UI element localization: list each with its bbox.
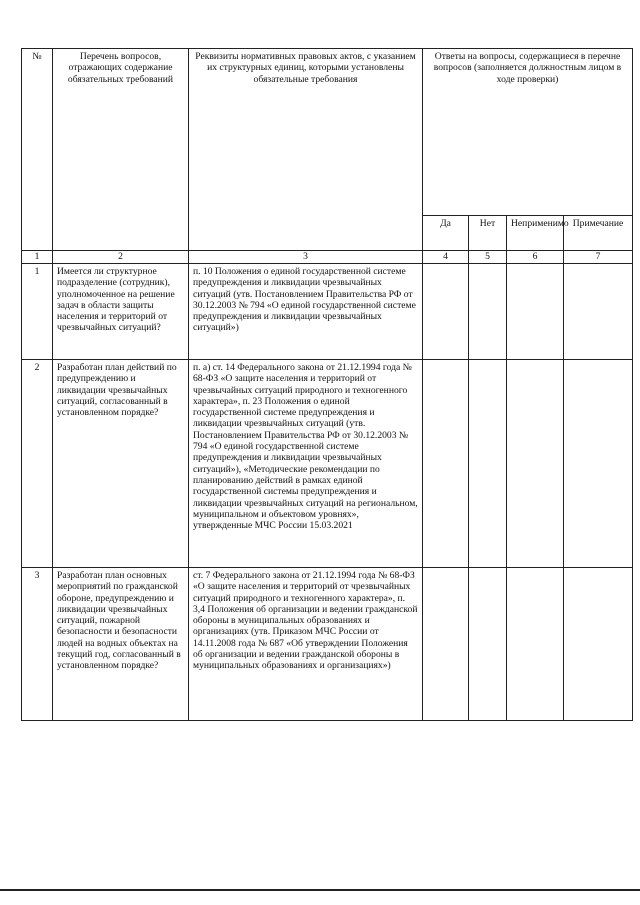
column-number: 6 bbox=[507, 251, 564, 264]
header-not-applicable: Неприменимо bbox=[507, 216, 564, 251]
header-question-list: Перечень вопросов, отражающих содержание обязательных требований bbox=[53, 49, 189, 251]
header-note: Примечание bbox=[564, 216, 633, 251]
header-no: Нет bbox=[469, 216, 507, 251]
column-number: 2 bbox=[53, 251, 189, 264]
header-row bbox=[22, 49, 633, 216]
header-yes: Да bbox=[423, 216, 469, 251]
answer-no-cell[interactable] bbox=[469, 568, 507, 721]
requisites-cell: ст. 7 Федерального закона от 21.12.1994 года № 68-ФЗ «О защите населения и территорий от чрезвычайных ситуаций природного и техногенного характера», п. 3,4 Положения об организации и ведении гражданской обороны в муниципальных образованиях и организациях (утв. Приказом МЧС России от 14.11.2008 года № 687 «Об утверждении Положения об организации и ведении гражданской обороны в муниципальных образованиях и организациях») bbox=[189, 568, 423, 721]
table-row bbox=[22, 360, 633, 568]
row-number: 3 bbox=[22, 568, 53, 721]
answer-yes-cell[interactable] bbox=[423, 360, 469, 568]
question-cell: Разработан план основных мероприятий по гражданской обороне, предупреждению и ликвидации чрезвычайных ситуаций, пожарной безопасности и безопасности людей на водных объектах на текущий год, согласованный в установленном порядке? bbox=[53, 568, 189, 721]
answer-yes-cell[interactable] bbox=[423, 264, 469, 360]
table-row bbox=[22, 264, 633, 360]
page-bottom-rule bbox=[0, 889, 640, 891]
row-number: 1 bbox=[22, 264, 53, 360]
answer-not-applicable-cell[interactable] bbox=[507, 264, 564, 360]
column-number-row bbox=[22, 251, 633, 264]
checklist-table bbox=[21, 48, 633, 721]
answer-note-cell[interactable] bbox=[564, 568, 633, 721]
answer-not-applicable-cell[interactable] bbox=[507, 568, 564, 721]
question-cell: Имеется ли структурное подразделение (сотрудник), уполномоченное на решение задач в области защиты населения и территорий от чрезвычайных ситуаций? bbox=[53, 264, 189, 360]
column-number: 3 bbox=[189, 251, 423, 264]
answer-note-cell[interactable] bbox=[564, 360, 633, 568]
header-answers: Ответы на вопросы, содержащиеся в перечне вопросов (заполняется должностным лицом в ходе проверки) bbox=[423, 49, 633, 216]
question-cell: Разработан план действий по предупреждению и ликвидации чрезвычайных ситуаций, согласованный в установленном порядке? bbox=[53, 360, 189, 568]
answer-note-cell[interactable] bbox=[564, 264, 633, 360]
column-number: 4 bbox=[423, 251, 469, 264]
header-requisites: Реквизиты нормативных правовых актов, с указанием их структурных единиц, которыми установлены обязательные требования bbox=[189, 49, 423, 251]
requisites-cell: п. 10 Положения о единой государственной системе предупреждения и ликвидации чрезвычайных ситуаций (утв. Постановлением Правительства РФ от 30.12.2003 № 794 «О единой государственной системе предупреждения и ликвидации чрезвычайных ситуаций») bbox=[189, 264, 423, 360]
answer-no-cell[interactable] bbox=[469, 264, 507, 360]
answer-no-cell[interactable] bbox=[469, 360, 507, 568]
column-number: 7 bbox=[564, 251, 633, 264]
column-number: 5 bbox=[469, 251, 507, 264]
answer-yes-cell[interactable] bbox=[423, 568, 469, 721]
column-number: 1 bbox=[22, 251, 53, 264]
requisites-cell: п. а) ст. 14 Федерального закона от 21.12.1994 года № 68-ФЗ «О защите населения и территорий от чрезвычайных ситуаций природного и техногенного характера», п. 23 Положения о единой государственной системе предупреждения и ликвидации чрезвычайных ситуаций (утв. Постановлением Правительства РФ от 30.12.2003 № 794 «О единой государственной системе предупреждения и ликвидации чрезвычайных ситуаций»), «Методические рекомендации по планированию действий в рамках единой государственной системы предупреждения и ликвидации чрезвычайных ситуаций на региональном, муниципальном и объектовом уровнях», утвержденные МЧС России 15.03.2021 bbox=[189, 360, 423, 568]
answer-not-applicable-cell[interactable] bbox=[507, 360, 564, 568]
table-row bbox=[22, 568, 633, 721]
row-number: 2 bbox=[22, 360, 53, 568]
header-number: № bbox=[22, 49, 53, 251]
